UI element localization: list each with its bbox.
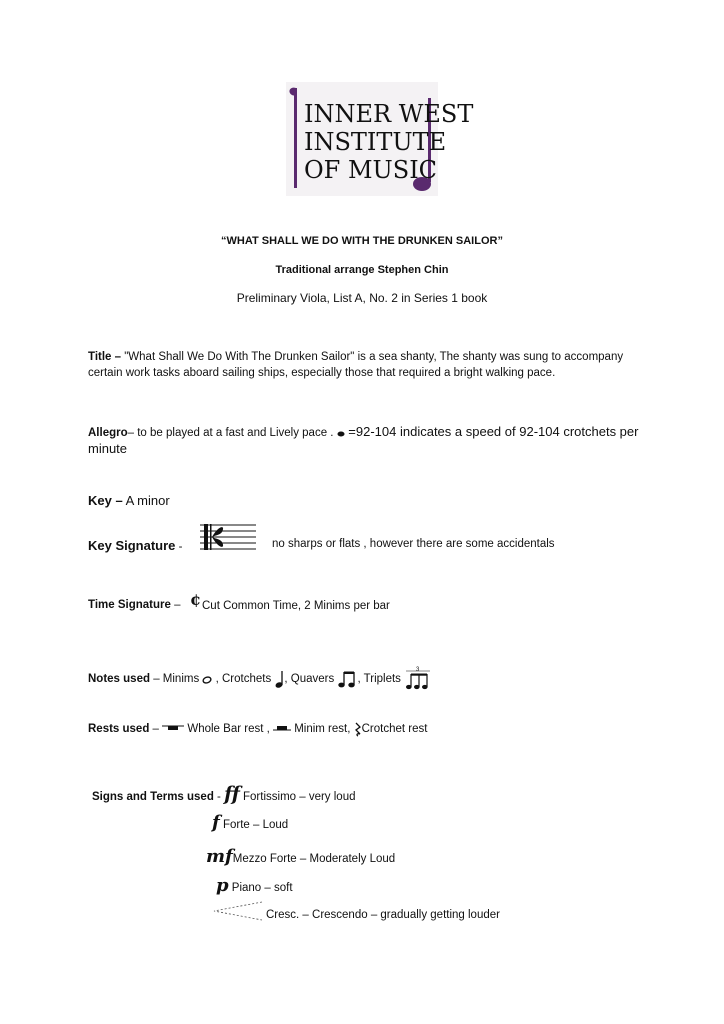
piece-subtitle: Traditional arrange Stephen Chin xyxy=(275,264,449,276)
svg-text:3: 3 xyxy=(416,667,420,673)
rests-dash: – xyxy=(149,723,163,736)
title-text: "What Shall We Do With The Drunken Sailor" is a sea shanty, The shanty was sung to accompany certain work tasks aboard sailing ships, especially those that required a bright walking pace. xyxy=(88,351,624,379)
piano-row xyxy=(216,875,293,896)
institute-logo xyxy=(286,82,474,196)
forte-row xyxy=(212,812,288,833)
key-row xyxy=(88,493,170,508)
svg-text:INNER WEST: INNER WEST xyxy=(304,100,474,128)
fortissimo-text: Fortissimo – very loud xyxy=(239,791,356,803)
forte-symbol: f xyxy=(212,812,220,833)
time-signature-row xyxy=(88,599,180,611)
piece-preliminary: Preliminary Viola, List A, No. 2 in Series 1 book xyxy=(236,291,488,305)
piece-title: “WHAT SHALL WE DO WITH THE DRUNKEN SAILOR” xyxy=(221,235,503,247)
rests-used-row xyxy=(88,722,427,736)
cut-time-icon: ¢ xyxy=(190,590,202,609)
signs-label: Signs and Terms used xyxy=(92,791,214,803)
minim-rest-icon xyxy=(273,723,291,735)
rests-used-label: Rests used xyxy=(88,723,150,736)
alto-clef-staff-icon xyxy=(200,522,256,557)
piano-text: Piano – soft xyxy=(228,882,293,894)
notes-quavers-text: , Quavers xyxy=(284,673,338,686)
notes-triplets-text: , Triplets xyxy=(357,673,405,686)
rests-whole-text: Whole Bar rest , xyxy=(184,723,273,736)
music-note-logo-icon xyxy=(286,82,474,196)
quaver-pair-icon xyxy=(337,669,357,689)
rests-crotchet-text: Crotchet rest xyxy=(361,723,428,736)
allegro-text-1: – to be played at a fast and Lively pace . xyxy=(127,427,337,439)
notes-used-row xyxy=(88,667,432,691)
key-signature-dash: - xyxy=(175,541,183,553)
crescendo-text: Cresc. – Crescendo – gradually getting louder xyxy=(266,909,500,921)
mezzo-forte-symbol: mf xyxy=(206,846,233,867)
allegro-text-2: =92-104 indicates a speed of 92-104 crotchets per minute xyxy=(88,424,639,456)
mezzo-forte-text: Mezzo Forte – Moderately Loud xyxy=(232,853,396,865)
forte-text: Forte – Loud xyxy=(219,819,289,831)
notes-minims-text: – Minims xyxy=(150,673,203,686)
key-signature-label: Key Signature xyxy=(88,538,176,553)
fortissimo-symbol: ff xyxy=(224,783,240,805)
whole-bar-rest-icon xyxy=(162,723,184,735)
notes-used-label: Notes used xyxy=(88,673,150,686)
crotchet-rest-icon xyxy=(354,722,362,736)
allegro-paragraph xyxy=(88,424,648,458)
minim-note-icon xyxy=(202,674,212,684)
title-label: Title – xyxy=(88,351,122,363)
key-label: Key – xyxy=(88,493,123,508)
triplet-note-icon xyxy=(404,667,432,691)
allegro-label: Allegro xyxy=(88,427,128,439)
crescendo-hairpin-icon xyxy=(212,900,262,927)
svg-text:INSTITUTE: INSTITUTE xyxy=(304,128,447,156)
time-signature-label: Time Signature xyxy=(88,599,171,611)
notes-crotchets-text: , Crotchets xyxy=(212,673,275,686)
time-signature-dash: – xyxy=(170,599,181,611)
piano-symbol: p xyxy=(216,875,229,896)
minim-tempo-icon xyxy=(337,428,345,438)
svg-text:OF MUSIC: OF MUSIC xyxy=(304,156,438,184)
mezzo-forte-row xyxy=(206,846,395,867)
signs-dash: - xyxy=(213,791,225,803)
rests-minim-text: Minim rest, xyxy=(291,723,354,736)
key-signature-row xyxy=(88,538,182,553)
crotchet-note-icon xyxy=(274,669,284,689)
time-signature-text: Cut Common Time, 2 Minims per bar xyxy=(202,600,390,612)
key-signature-text: no sharps or flats , however there are some accidentals xyxy=(272,538,555,550)
key-value: A minor xyxy=(122,493,170,508)
signs-row xyxy=(92,783,356,805)
title-paragraph xyxy=(88,349,648,381)
